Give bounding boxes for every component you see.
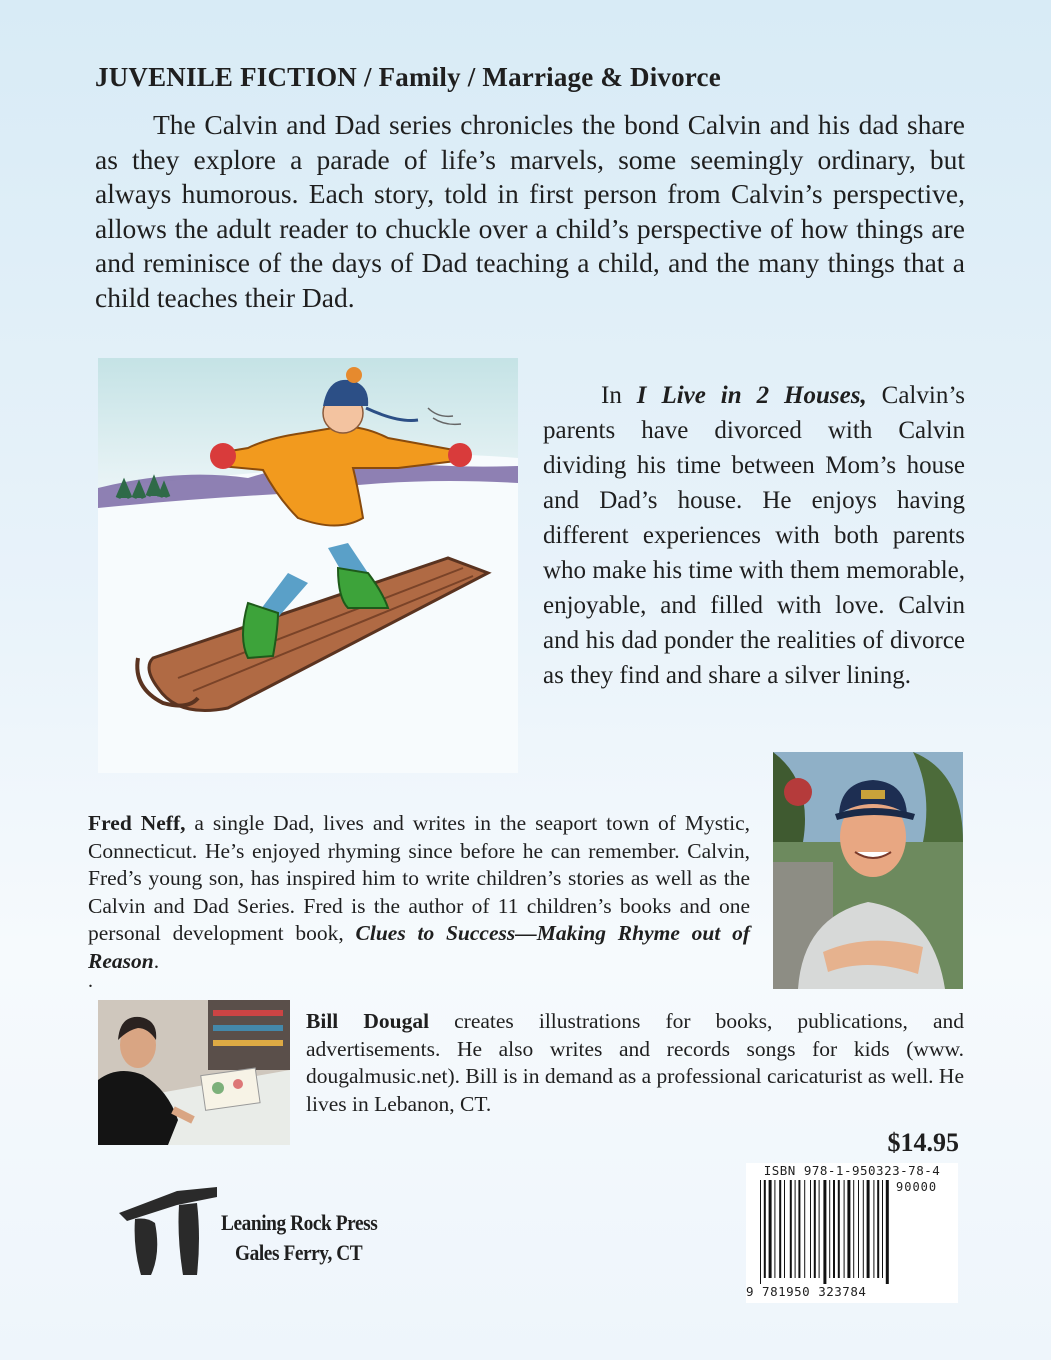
author-photo xyxy=(773,752,963,989)
barcode-addon: 90000 xyxy=(896,1180,938,1194)
isbn-number: ISBN 978-1-950323-78-4 xyxy=(763,1163,941,1178)
price: $14.95 xyxy=(887,1128,959,1157)
illustrator-bio-text: creates illustrations for books, publications, and advertisements. He also writes and records songs for kids (www. dougalmusic.net). Bill is in demand as a professional caricaturist as well. He lives in Lebanon, CT. xyxy=(306,1009,964,1116)
publisher-logo xyxy=(117,1183,217,1278)
series-blurb: The Calvin and Dad series chronicles the bond Calvin and his dad share as they explore a parade of life’s marvels, some seemingly ordinary, but always humorous. Each story, told in first person from Calvin’s perspective, allows the adult reader to chuckle over a child’s perspective of how things are and reminisce of the days of Dad teaching a child, and the many things that a child teaches their Dad. xyxy=(95,109,965,313)
author-bio xyxy=(88,810,750,975)
stray-dot: . xyxy=(88,970,93,992)
author-book-title: Clues to Success—Making Rhyme out of Reason xyxy=(88,921,750,973)
illustrator-photo xyxy=(98,1000,290,1145)
author-name: Fred Neff, xyxy=(88,811,186,835)
cover-illustration xyxy=(98,358,518,773)
description-text: Calvin’s parents have divorced with Calvin dividing his time between Mom’s house and Dad’s house. He enjoys having different experiences with both parents who make his time with them memorable, enjoyable, and filled with love. Calvin and his dad ponder the realities of divorce as they find and share a silver lining. xyxy=(543,382,966,689)
publisher-name: Leaning Rock Press xyxy=(221,1210,378,1235)
book-title: I Live in 2 Houses, xyxy=(636,382,867,409)
description-lead: In xyxy=(601,382,637,409)
illustrator-bio xyxy=(306,1008,964,1118)
barcode-bars xyxy=(758,1180,956,1284)
barcode-digits: 9 781950 323784 xyxy=(746,1284,867,1299)
isbn-barcode xyxy=(746,1163,958,1303)
publisher-city: Gales Ferry, CT xyxy=(235,1240,363,1265)
illustrator-name: Bill Dougal xyxy=(306,1009,430,1033)
author-bio-text: a single Dad, lives and writes in the seaport town of Mystic, Connecticut. He’s enjoyed rhyming since before he can remember. Calvin, Fred’s young son, has inspired him to write children’s stories as well as the Calvin and Dad Series. Fred is the author of 11 children’s books and one personal development book, xyxy=(88,811,750,945)
category-heading: JUVENILE FICTION / Family / Marriage & Divorce xyxy=(95,62,721,92)
book-description xyxy=(543,378,965,693)
author-bio-end: . xyxy=(153,948,160,973)
